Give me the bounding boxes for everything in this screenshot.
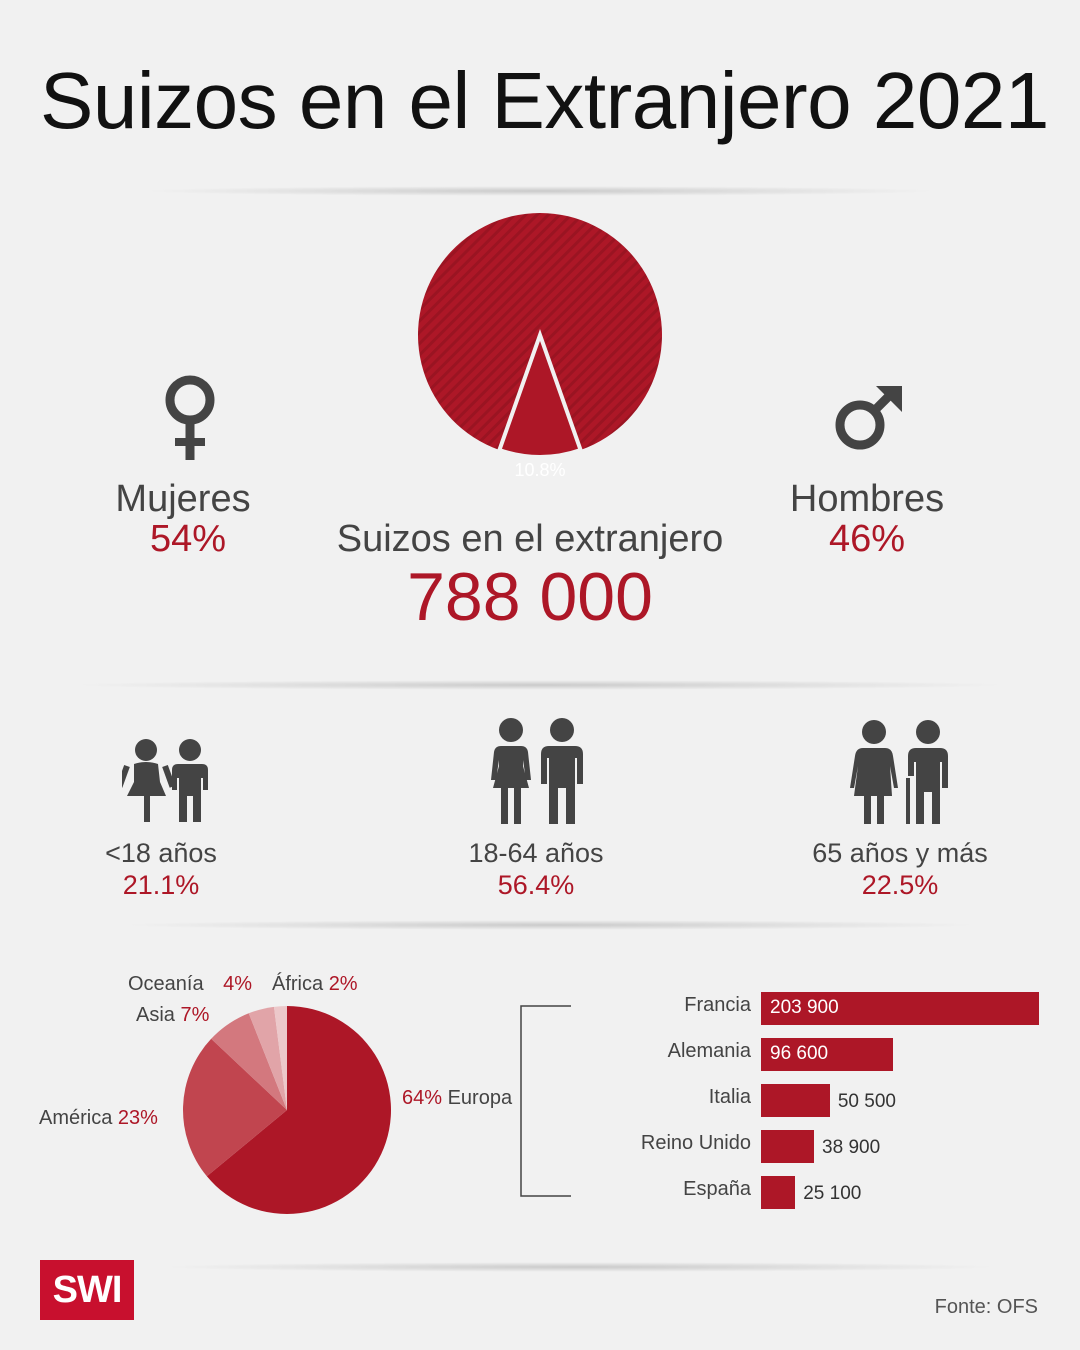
age-65plus-label: 65 años y más — [812, 838, 988, 868]
pie-label-america — [39, 1107, 158, 1130]
bar-españa — [761, 1176, 795, 1209]
pie-label-asia — [136, 1004, 209, 1027]
share-label: 10.8% — [514, 460, 566, 480]
seniors-icon — [848, 718, 953, 824]
bar-reino-unido — [761, 1130, 814, 1163]
pie-label-asia-value: 7% — [180, 1004, 210, 1026]
pie-label-oceania-value: 4% — [223, 973, 253, 995]
bar-italia — [761, 1084, 830, 1117]
summary-label: Suizos en el extranjero — [336, 518, 724, 560]
pie-label-africa — [272, 973, 358, 996]
pie-label-africa-name: África — [272, 973, 324, 995]
bar-category-label: Reino Unido — [640, 1132, 751, 1154]
bar-value-label: 96 600 — [770, 1043, 829, 1064]
pie-label-europe-value: 64% — [402, 1087, 443, 1109]
divider — [70, 680, 1010, 690]
bar-category-label: España — [683, 1178, 751, 1200]
share-pie — [380, 200, 700, 510]
page-title: Suizos en el Extranjero 2021 — [40, 56, 1049, 145]
bar-value-label: 50 500 — [837, 1091, 896, 1112]
men-value: 46% — [828, 518, 906, 560]
age-under18-label: <18 años — [105, 838, 217, 868]
children-icon — [122, 738, 217, 823]
pie-label-america-value: 23% — [117, 1107, 158, 1129]
pie-label-africa-value: 2% — [328, 973, 358, 995]
summary-total: 788 000 — [407, 559, 653, 635]
pie-label-oceania — [128, 973, 252, 996]
pie-label-europe — [402, 1087, 512, 1110]
bar-category-label: Italia — [708, 1086, 751, 1108]
pie-label-oceania-name: Oceanía — [128, 973, 204, 995]
female-symbol-icon — [150, 370, 230, 465]
divider — [160, 1262, 1000, 1272]
age-under18-value: 21.1% — [122, 870, 200, 900]
bar-category-label: Alemania — [667, 1040, 751, 1062]
pie-label-america-name: América — [39, 1107, 113, 1129]
male-symbol-icon — [830, 380, 910, 455]
pie-label-europe-name: Europa — [447, 1087, 513, 1109]
swi-logo: SWI — [40, 1260, 134, 1320]
bar-category-label: Francia — [684, 994, 751, 1016]
bar-value-label: 25 100 — [803, 1183, 862, 1204]
women-value: 54% — [149, 518, 227, 560]
men-label: Hombres — [789, 478, 945, 520]
age-18-64-value: 56.4% — [497, 870, 575, 900]
age-18-64-label: 18-64 años — [468, 838, 604, 868]
age-65plus-value: 22.5% — [861, 870, 939, 900]
women-label: Mujeres — [115, 478, 251, 520]
adults-icon — [487, 716, 587, 824]
divider — [120, 920, 980, 930]
divider — [140, 186, 940, 196]
bar-value-label: 203 900 — [770, 997, 839, 1018]
source-text: Fonte: OFS — [934, 1296, 1038, 1318]
pie-label-asia-name: Asia — [136, 1004, 175, 1026]
bar-value-label: 38 900 — [822, 1137, 881, 1158]
